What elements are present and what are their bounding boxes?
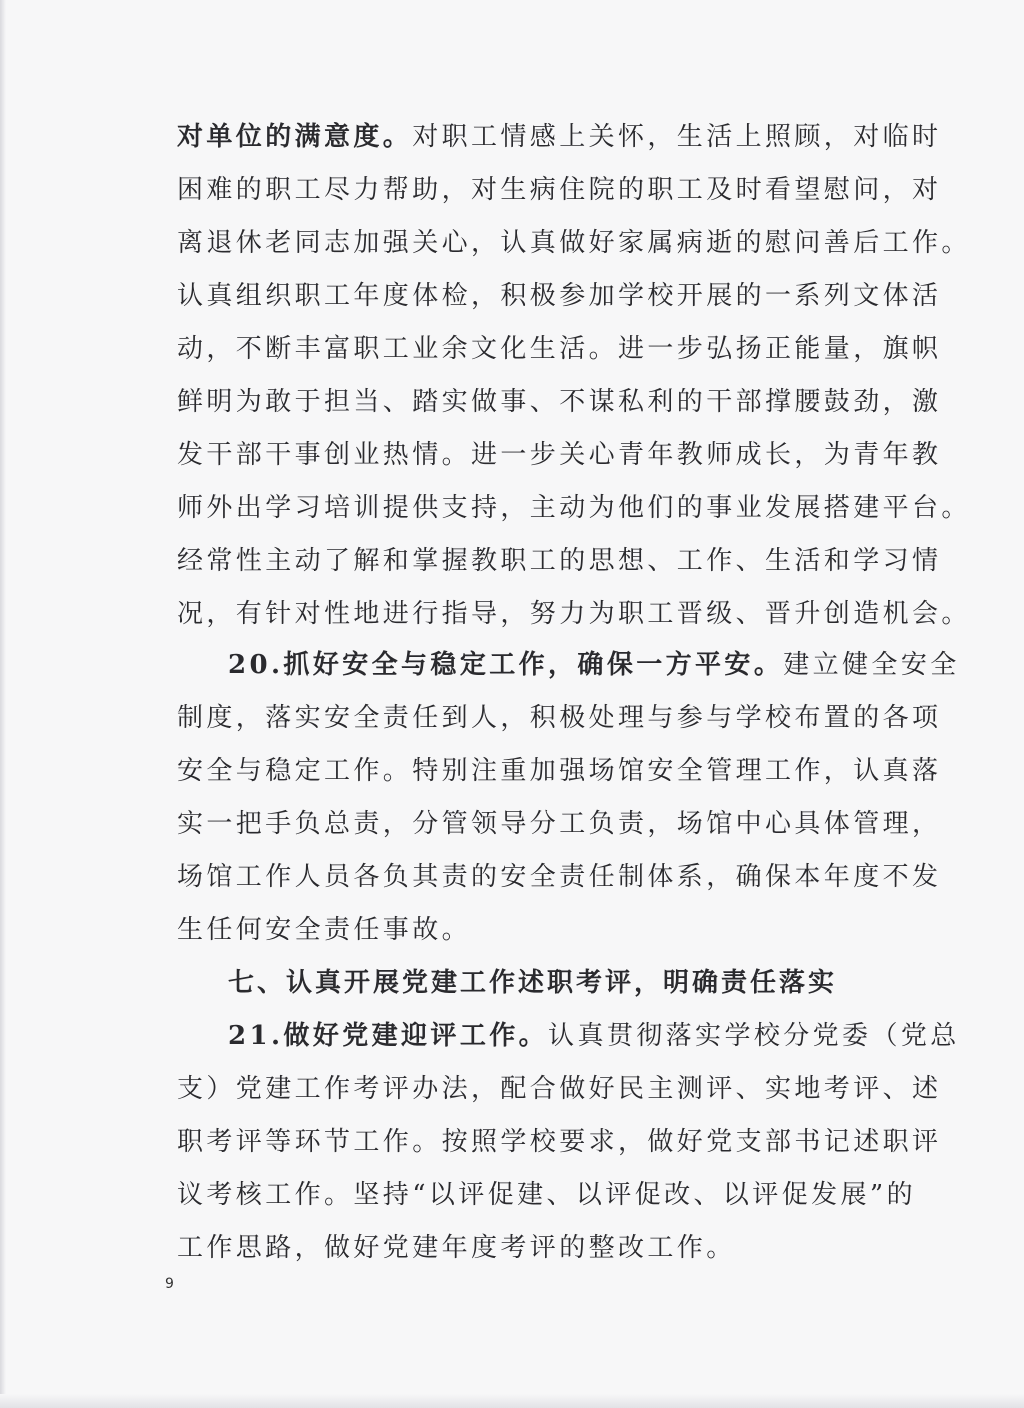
text-line: 经常性主动了解和掌握教职工的思想、工作、生活和学习情 [177, 546, 942, 576]
item-21-lead: 21.做好党建迎评工作。 [228, 1021, 549, 1051]
section-heading: 七、认真开展党建工作述职考评，明确责任落实 [228, 968, 838, 998]
paragraph-lead: 对单位的满意度。 [177, 122, 413, 152]
text-line: 鲜明为敢于担当、踏实做事、不谋私利的干部撑腰鼓劲，激 [177, 387, 942, 417]
text-line: 发干部干事创业热情。进一步关心青年教师成长，为青年教 [177, 440, 942, 470]
text-line: 制度，落实安全责任到人，积极处理与参与学校布置的各项 [177, 703, 942, 733]
item-20-lead: 20.抓好安全与稳定工作，确保一方平安。 [228, 650, 784, 680]
text-line: 认真组织职工年度体检，积极参加学校开展的一系列文体活 [177, 281, 942, 311]
text-line: 安全与稳定工作。特别注重加强场馆安全管理工作，认真落 [177, 756, 942, 786]
text-run: 对职工情感上关怀，生活上照顾，对临时 [412, 122, 942, 152]
text-run: 建立健全安全 [783, 650, 960, 680]
text-line: 师外出学习培训提供支持，主动为他们的事业发展搭建平台。 [177, 493, 971, 523]
text-line: 困难的职工尽力帮助，对生病住院的职工及时看望慰问，对 [177, 175, 942, 205]
text-line: 职考评等环节工作。按照学校要求，做好党支部书记述职评 [177, 1127, 942, 1157]
scan-edge-bottom [0, 1394, 1024, 1408]
text-line: 动，不断丰富职工业余文化生活。进一步弘扬正能量，旗帜 [177, 334, 942, 364]
text-line: 议考核工作。坚持“以评促建、以评促改、以评促发展”的 [177, 1180, 916, 1210]
text-line [228, 1016, 960, 1056]
text-line: 况，有针对性地进行指导，努力为职工晋级、晋升创造机会。 [177, 599, 971, 629]
text-run: 认真贯彻落实学校分党委（党总 [548, 1021, 960, 1051]
text-line: 实一把手负总责，分管领导分工负责，场馆中心具体管理， [177, 809, 942, 839]
text-line: 离退休老同志加强关心，认真做好家属病逝的慰问善后工作。 [177, 228, 971, 258]
page-number: 9 [165, 1276, 174, 1292]
text-line: 工作思路，做好党建年度考评的整改工作。 [177, 1233, 736, 1263]
text-line: 支）党建工作考评办法，配合做好民主测评、实地考评、述 [177, 1074, 942, 1104]
text-line: 生任何安全责任事故。 [177, 915, 472, 945]
text-line: 场馆工作人员各负其责的安全责任制体系，确保本年度不发 [177, 862, 942, 892]
text-line [177, 117, 942, 157]
scan-edge-left [0, 0, 6, 1408]
text-line [228, 645, 960, 685]
